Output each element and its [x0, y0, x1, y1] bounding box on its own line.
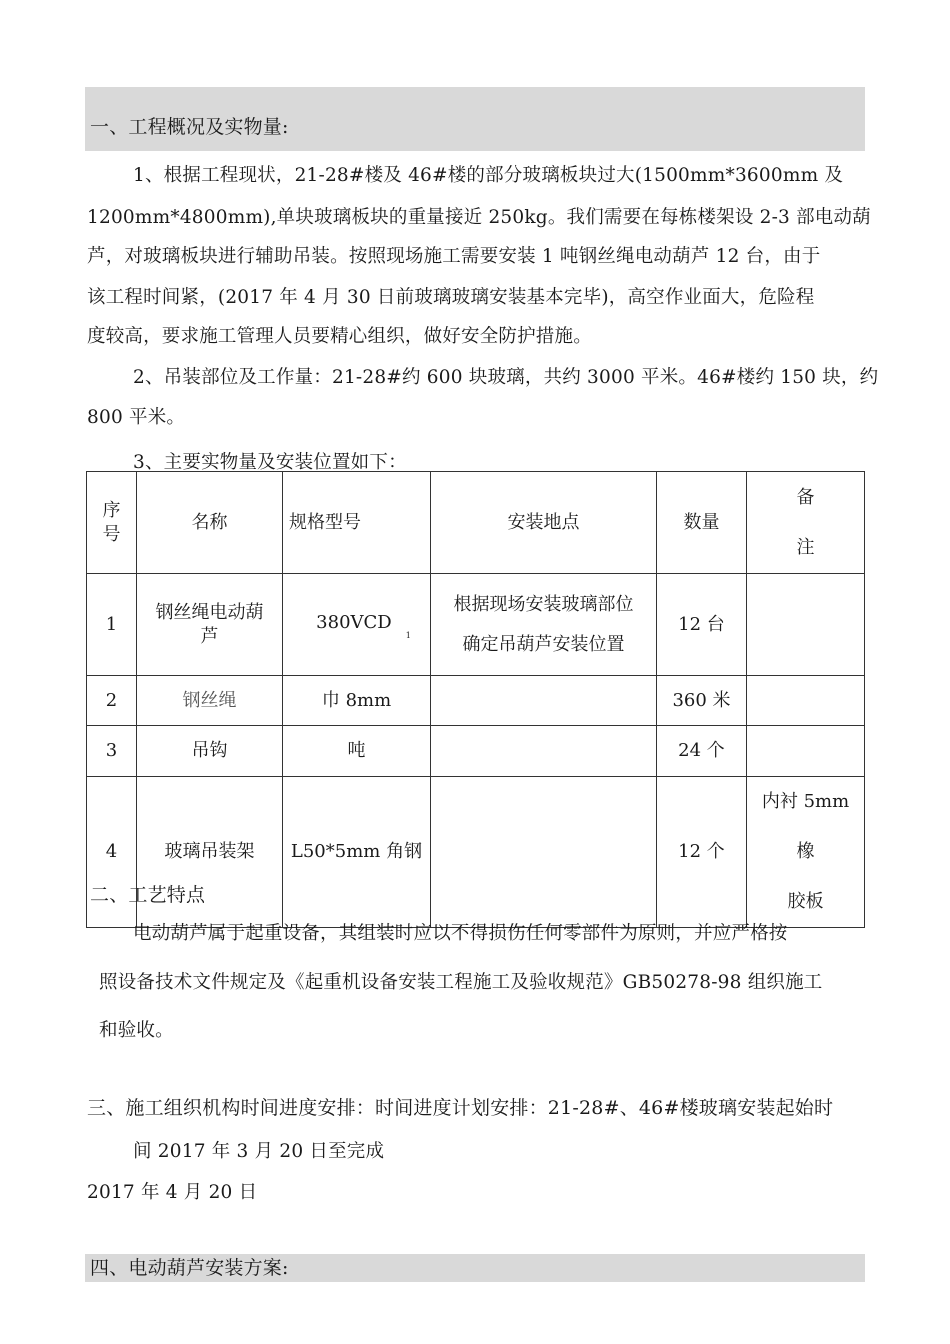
- row4-spec: L50*5mm 角钢: [283, 777, 431, 928]
- row1-remark: [747, 574, 865, 676]
- row3-seq: 3: [87, 726, 137, 777]
- row3-qty: 24 个: [657, 726, 747, 777]
- table-row: [87, 676, 865, 726]
- section4-heading: 四、电动葫芦安装方案:: [90, 1257, 289, 1279]
- row4-seq: 4: [87, 777, 137, 928]
- section1-heading: 一、工程概况及实物量:: [90, 116, 289, 138]
- header-spec: 规格型号: [283, 472, 431, 574]
- section3-line3: 2017 年 4 月 20 日: [87, 1182, 258, 1203]
- table-row: [87, 726, 865, 777]
- material-table: [86, 471, 865, 928]
- section2-line3: 和验收。: [99, 1020, 174, 1041]
- row1-spec: $380VCD_1$: [283, 574, 431, 676]
- row1-qty: 12 台: [657, 574, 747, 676]
- section3-line2: 间 2017 年 3 月 20 日至完成: [133, 1141, 385, 1162]
- header-qty: 数量: [657, 472, 747, 574]
- row3-remark: [747, 726, 865, 777]
- row2-spec: 巾 8mm: [283, 676, 431, 726]
- para1-line2: 1200mm*4800mm),单块玻璃板块的重量接近 250kg。我们需要在每栋楼架设 2-3 部电动葫: [87, 207, 871, 228]
- header-remark: 备 注: [747, 472, 865, 574]
- para2-line1: 2、吊装部位及工作量：21-28#约 600 块玻璃，共约 3000 平米。46#楼约 150 块，约: [133, 367, 879, 388]
- row2-remark: [747, 676, 865, 726]
- row3-name: 吊钩: [137, 726, 283, 777]
- row3-spec: 吨: [283, 726, 431, 777]
- row1-seq: 1: [87, 574, 137, 676]
- table-header-row: [87, 472, 865, 574]
- para3: 3、主要实物量及安装位置如下：: [133, 452, 407, 473]
- para1-line1: 1、根据工程现状，21-28#楼及 46#楼的部分玻璃板块过大(1500mm*3600mm 及: [133, 165, 844, 186]
- header-location: 安装地点: [431, 472, 657, 574]
- row2-name: 钢丝绳: [137, 676, 283, 726]
- row1-location: 根据现场安装玻璃部位 确定吊葫芦安装位置: [431, 574, 657, 676]
- section2-line2: 照设备技术文件规定及《起重机设备安装工程施工及验收规范》GB50278-98 组织施工: [99, 972, 823, 993]
- para1-line5: 度较高，要求施工管理人员要精心组织，做好安全防护措施。: [87, 326, 592, 347]
- row1-name: 钢丝绳电动葫 芦: [137, 574, 283, 676]
- section2-line1: 电动葫芦属于起重设备，其组装时应以不得损伤任何零部件为原则，并应严格按: [133, 923, 788, 944]
- row4-remark: 内衬 5mm 橡 胶板: [747, 777, 865, 928]
- header-seq: 序 号: [87, 472, 137, 574]
- row4-location: [431, 777, 657, 928]
- section3-line1: 三、施工组织机构时间进度安排：时间进度计划安排：21-28#、46#楼玻璃安装起始时: [87, 1097, 834, 1119]
- para2-line2: 800 平米。: [87, 407, 186, 428]
- row4-name: 玻璃吊装架: [137, 777, 283, 928]
- row2-seq: 2: [87, 676, 137, 726]
- row2-location: [431, 676, 657, 726]
- header-name: 名称: [137, 472, 283, 574]
- row3-location: [431, 726, 657, 777]
- row4-qty: 12 个: [657, 777, 747, 928]
- para1-line3: 芦，对玻璃板块进行辅助吊装。按照现场施工需要安装 1 吨钢丝绳电动葫芦 12 台，由于: [87, 246, 821, 267]
- table-row: [87, 574, 865, 676]
- section2-heading: 二、工艺特点: [90, 884, 206, 906]
- row2-qty: 360 米: [657, 676, 747, 726]
- para1-line4: 该工程时间紧，(2017 年 4 月 30 日前玻璃玻璃安装基本完毕)，高空作业面大，危险程: [87, 287, 815, 308]
